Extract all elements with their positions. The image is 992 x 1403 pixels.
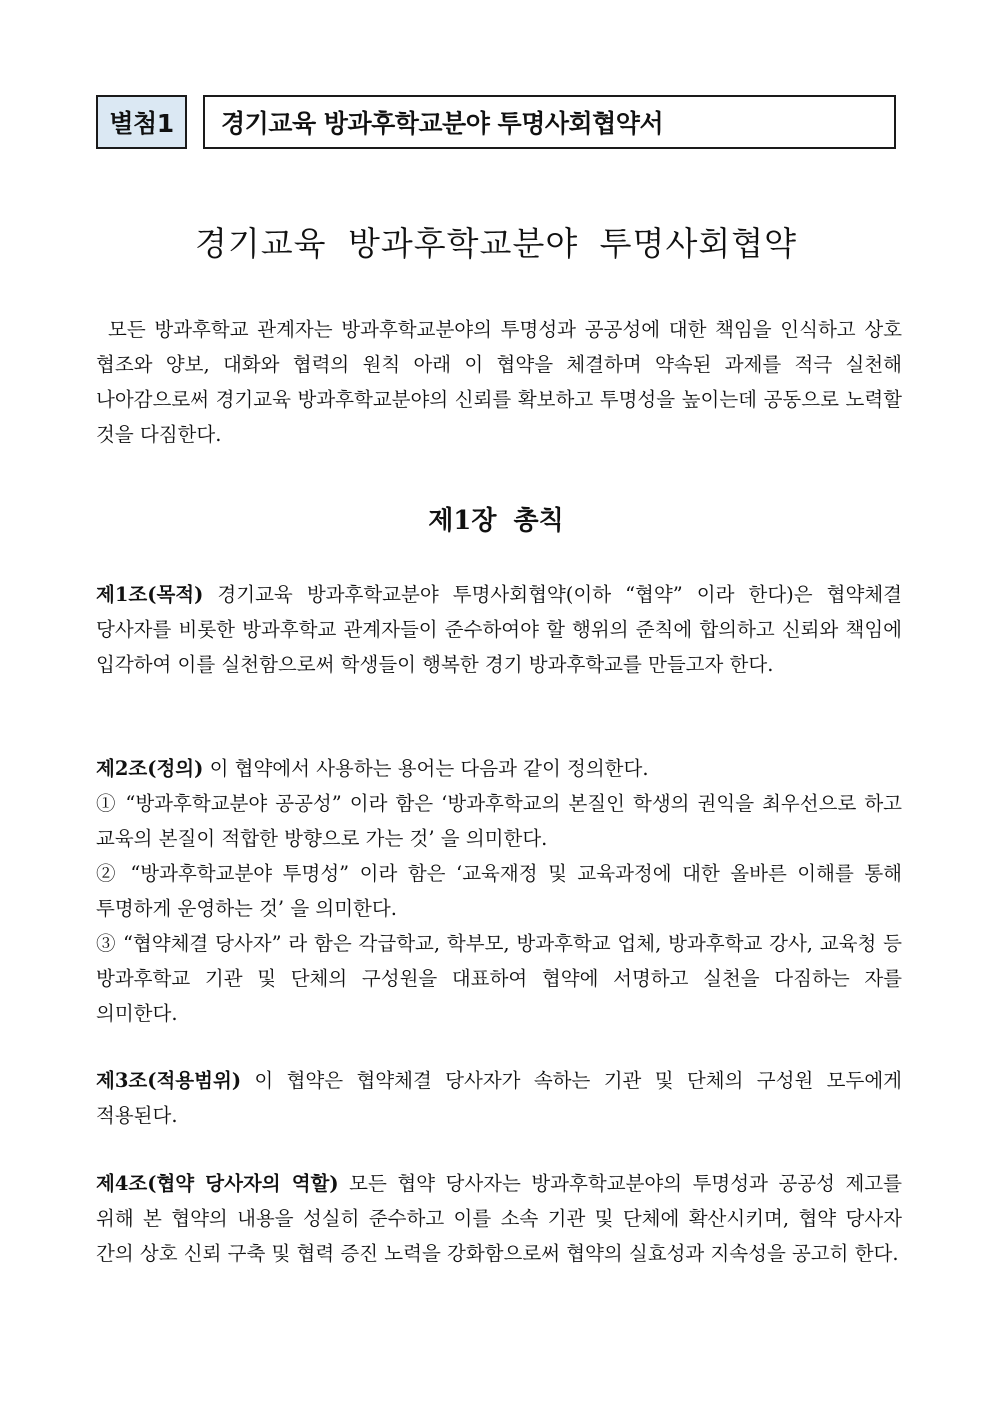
article-2 [96, 751, 902, 1031]
article-2-item-1: ① “방과후학교분야 공공성” 이라 함은 ‘방과후학교의 본질인 학생의 권익을 최우선으로 하고 교육의 본질이 적합한 방향으로 가는 것’ 을 의미한다. [96, 792, 902, 850]
attachment-title: 경기교육 방과후학교분야 투명사회협약서 [203, 95, 896, 149]
article-1-text: 경기교육 방과후학교분야 투명사회협약(이하 “협약” 이라 한다)은 협약체결 당사자를 비롯한 방과후학교 관계자들이 준수하여야 할 행위의 준칙에 합의하고 신뢰와 책임에 입각하여 이를 실천함으로써 학생들이 행복한 경기 방과후학교를 만들고자 한다. [96, 583, 902, 676]
article-2-item-2: ② “방과후학교분야 투명성” 이라 함은 ‘교육재정 및 교육과정에 대한 올바른 이해를 통해 투명하게 운영하는 것’ 을 의미한다. [96, 862, 902, 920]
attachment-label: 별첨1 [96, 95, 187, 149]
article-2-item-3: ③ “협약체결 당사자” 라 함은 각급학교, 학부모, 방과후학교 업체, 방과후학교 강사, 교육청 등 방과후학교 기관 및 단체의 구성원을 대표하여 협약에 서명하고 실천을 다짐하는 자를 의미한다. [96, 932, 902, 1025]
article-3 [96, 1063, 902, 1133]
article-1-heading: 제1조(목적) [96, 583, 204, 606]
article-3-heading: 제3조(적용범위) [96, 1069, 242, 1092]
article-2-text: 이 협약에서 사용하는 용어는 다음과 같이 정의한다. [203, 757, 649, 780]
chapter-heading: 제1장 총칙 [428, 506, 564, 536]
article-3-text: 이 협약은 협약체결 당사자가 속하는 기관 및 단체의 구성원 모두에게 적용된다. [96, 1069, 902, 1127]
article-2-heading: 제2조(정의) [96, 757, 204, 780]
document-title: 경기교육 방과후학교분야 투명사회협약 [195, 224, 797, 263]
article-4 [96, 1166, 902, 1271]
article-4-text: 모든 협약 당사자는 방과후학교분야의 투명성과 공공성 제고를 위해 본 협약의 내용을 성실히 준수하고 이를 소속 기관 및 단체에 확산시키며, 협약 당사자 간의 상호 신뢰 구축 및 협력 증진 노력을 강화함으로써 협약의 실효성과 지속성을 공고히 한다. [96, 1172, 902, 1265]
article-4-heading: 제4조(협약 당사자의 역할) [96, 1172, 339, 1195]
article-1 [96, 577, 902, 682]
preamble: 모든 방과후학교 관계자는 방과후학교분야의 투명성과 공공성에 대한 책임을 인식하고 상호 협조와 양보, 대화와 협력의 원칙 아래 이 협약을 체결하며 약속된 과제를 적극 실천해 나아감으로써 경기교육 방과후학교분야의 신뢰를 확보하고 투명성을 높이는데 공동으로 노력할 것을 다짐한다. [96, 318, 902, 446]
